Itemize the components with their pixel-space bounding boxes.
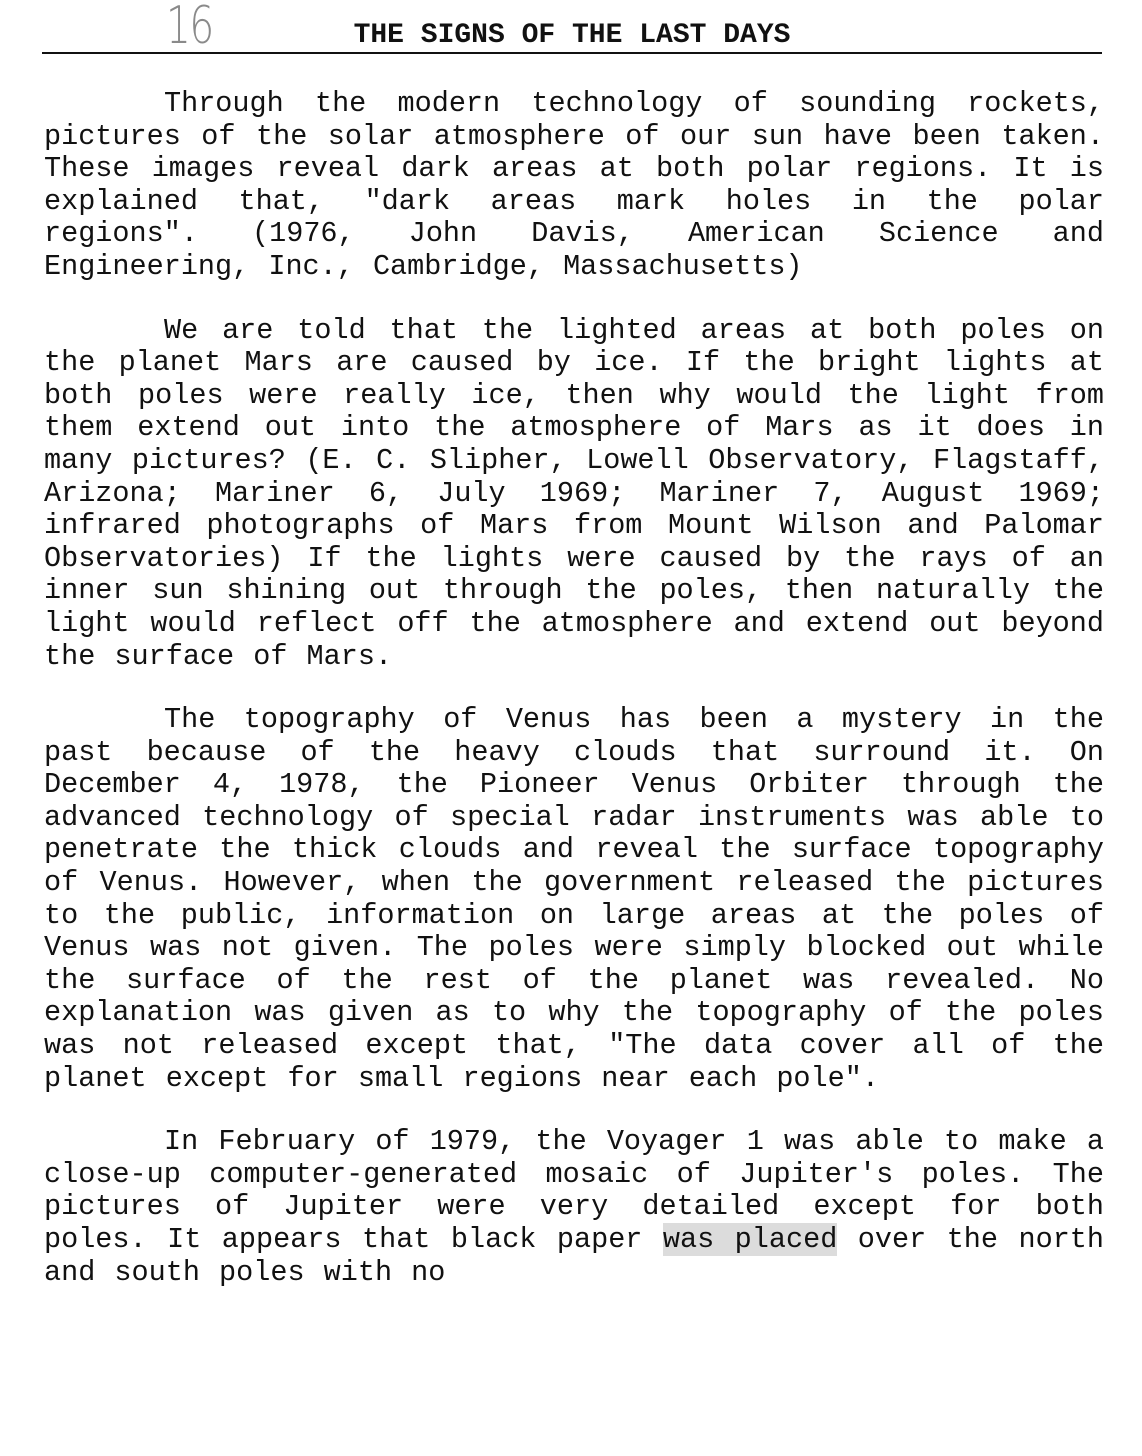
running-title: THE SIGNS OF THE LAST DAYS bbox=[353, 20, 791, 51]
page-header bbox=[42, 18, 1102, 54]
jupiter-text-end: over the north and south poles with no bbox=[44, 1223, 1104, 1289]
handwritten-page-number: 16 bbox=[166, 0, 213, 56]
paragraph-solar-atmosphere: Through the modern technology of sounding rockets, pictures of the solar atmosphere of our sun have been taken. These images reveal dark areas at both polar regions. It is explained that, "dark areas mark holes in the polar regions". (1976, John Davis, American Science and Engineering, Inc., Cambridge, Massachusetts) bbox=[44, 87, 1104, 283]
body-text bbox=[44, 88, 1104, 1289]
highlighted-text: was placed bbox=[662, 1223, 838, 1256]
paragraph-venus-topography: The topography of Venus has been a mystery in the past because of the heavy clouds that surround it. On December 4, 1978, the Pioneer Venus Orbiter through the advanced technology of special radar instruments was able to penetrate the thick clouds and reveal the surface topography of Venus. However, when the government released the pictures to the public, information on large areas at the poles of Venus was not given. The poles were simply blocked out while the surface of the rest of the planet was revealed. No explanation was given as to why the topography of the poles was not released except that, "The data cover all of the planet except for small regions near each pole". bbox=[44, 703, 1104, 1095]
jupiter-text-start: In February of 1979, the Voyager 1 was able to make a close-up computer-generated mosaic of Jupiter's poles. The pictures of Jupiter were very detailed except for both poles. It appears that black paper bbox=[44, 1125, 1104, 1256]
paragraph-jupiter-poles bbox=[44, 1126, 1104, 1289]
paragraph-mars-poles: We are told that the lighted areas at both poles on the planet Mars are caused by ice. If the bright lights at both poles were really ice, then why would the light from them extend out into the atmosphere of Mars as it does in many pictures? (E. C. Slipher, Lowell Observatory, Flagstaff, Arizona; Mariner 6, July 1969; Mariner 7, August 1969; infrared photographs of Mars from Mount Wilson and Palomar Observatories) If the lights were caused by the rays of an inner sun shining out through the poles, then naturally the light would reflect off the atmosphere and extend out beyond the surface of Mars. bbox=[44, 313, 1104, 673]
